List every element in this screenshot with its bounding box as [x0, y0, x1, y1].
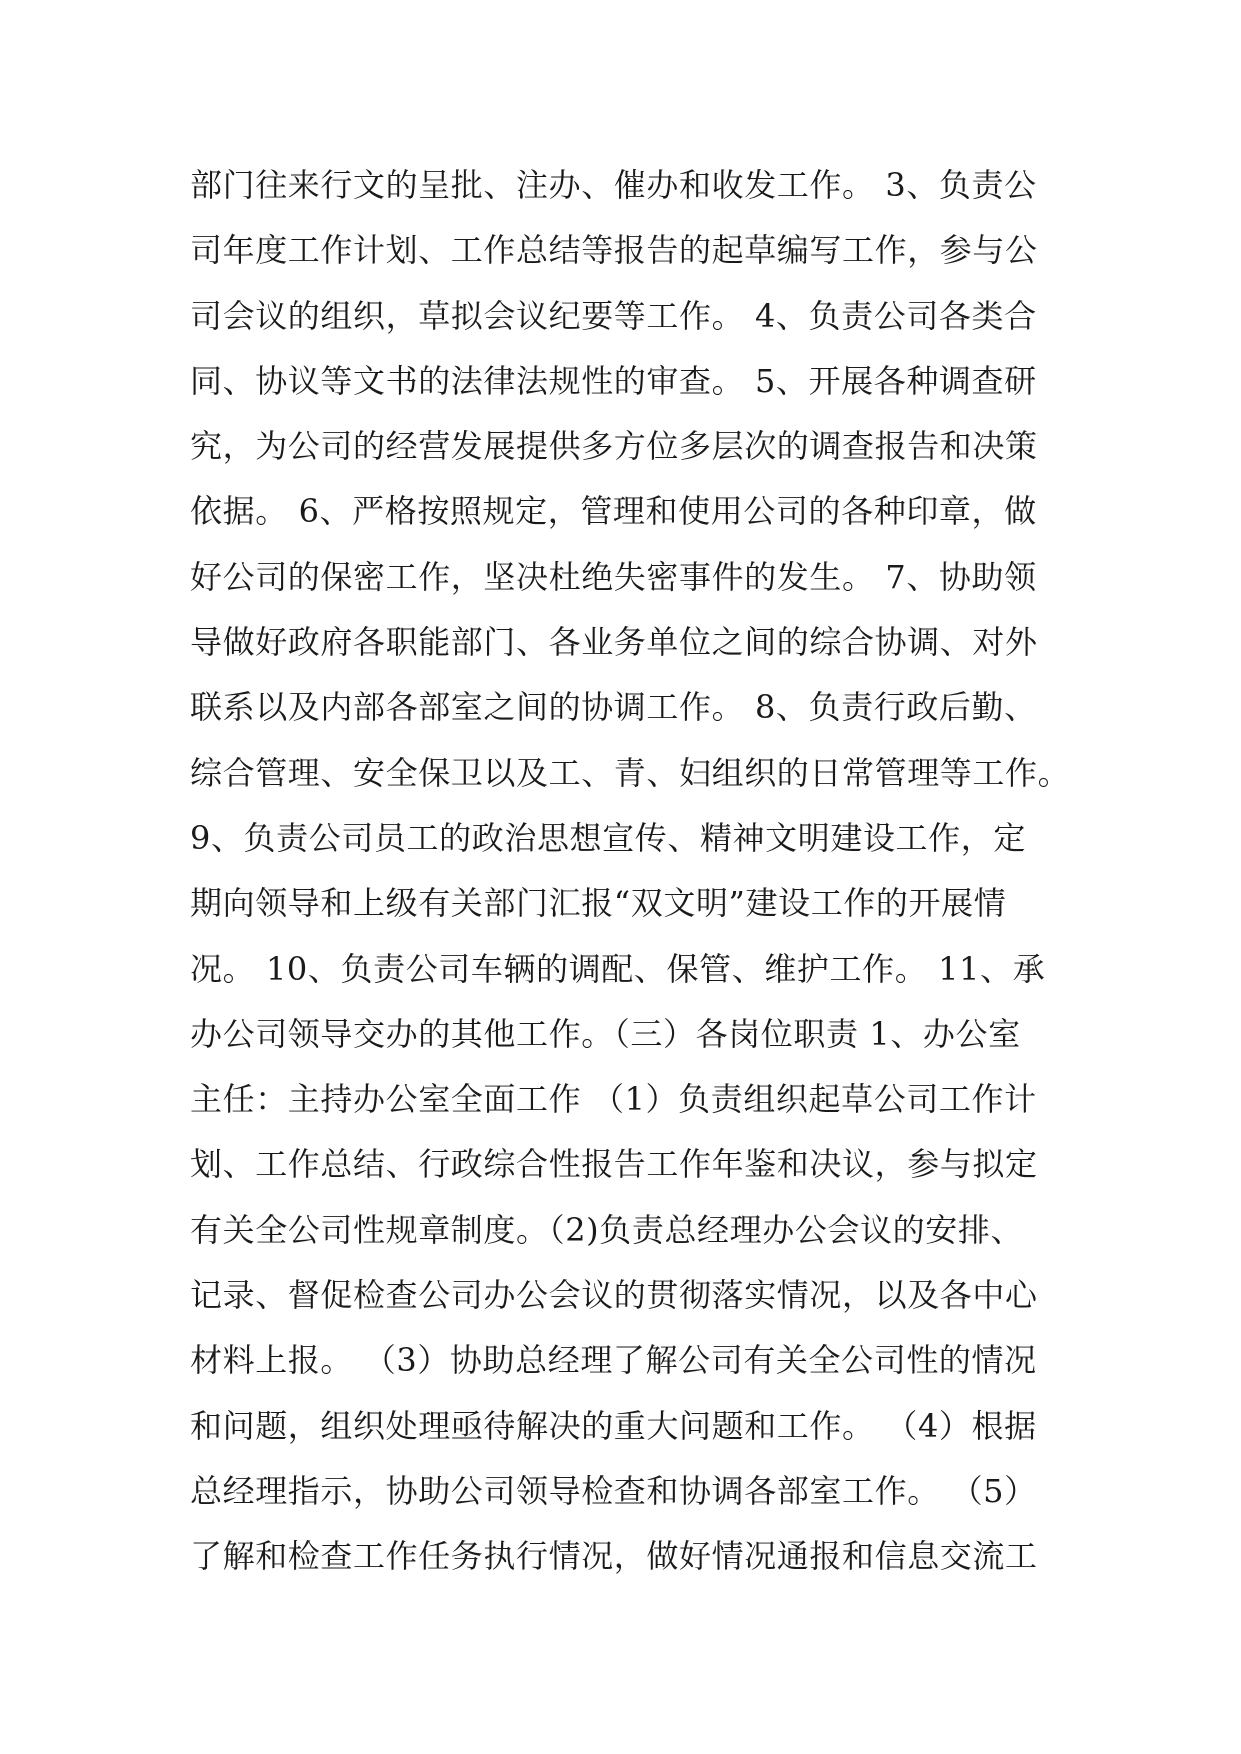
- body-text: [190, 158, 1070, 1595]
- text-line-11: 9、负责公司员工的政治思想宣传、精神文明建设工作，定: [190, 818, 1026, 857]
- text-line-6: 依据。 6、严格按照规定，管理和使用公司的各种印章，做: [190, 492, 1037, 531]
- text-line-12: 期向领导和上级有关部门汇报“双文明”建设工作的开展情: [190, 884, 1007, 923]
- text-line-17: 有关全公司性规章制度。（2)负责总经理办公会议的安排、: [190, 1210, 1024, 1249]
- text-line-2: 司年度工作计划、工作总结等报告的起草编写工作，参与公: [190, 231, 1038, 270]
- text-line-15: 主任：主持办公室全面工作 （1）负责组织起草公司工作计: [190, 1080, 1037, 1119]
- text-line-10: 综合管理、安全保卫以及工、青、妇组织的日常管理等工作。: [190, 753, 1071, 792]
- text-line-22: 了解和检查工作任务执行情况，做好情况通报和信息交流工: [190, 1537, 1038, 1576]
- text-line-7: 好公司的保密工作，坚决杜绝失密事件的发生。 7、协助领: [190, 557, 1037, 596]
- text-line-14: 办公司领导交办的其他工作。（三）各岗位职责 1、办公室: [190, 1014, 1021, 1053]
- text-line-8: 导做好政府各职能部门、各业务单位之间的综合协调、对外: [190, 623, 1038, 662]
- text-line-1: 部门往来行文的呈批、注办、催办和收发工作。 3、负责公: [190, 166, 1037, 204]
- text-line-16: 划、工作总结、行政综合性报告工作年鉴和决议，参与拟定: [190, 1145, 1038, 1184]
- text-line-4: 同、协议等文书的法律法规性的审查。 5、开展各种调查研: [190, 361, 1037, 400]
- text-line-19: 材料上报。 （3）协助总经理了解公司有关全公司性的情况: [190, 1341, 1037, 1380]
- text-line-20: 和问题，组织处理亟待解决的重大问题和工作。 （4）根据: [190, 1406, 1037, 1445]
- text-line-21: 总经理指示，协助公司领导检查和协调各部室工作。 （5）: [190, 1471, 1037, 1510]
- text-line-9: 联系以及内部各部室之间的协调工作。 8、负责行政后勤、: [190, 688, 1037, 727]
- text-line-13: 况。 10、负责公司车辆的调配、保管、维护工作。 11、承: [190, 949, 1046, 988]
- text-line-3: 司会议的组织，草拟会议纪要等工作。 4、负责公司各类合: [190, 296, 1037, 335]
- text-line-18: 记录、督促检查公司办公会议的贯彻落实情况，以及各中心: [190, 1276, 1038, 1315]
- text-line-5: 究，为公司的经营发展提供多方位多层次的调查报告和决策: [190, 427, 1038, 466]
